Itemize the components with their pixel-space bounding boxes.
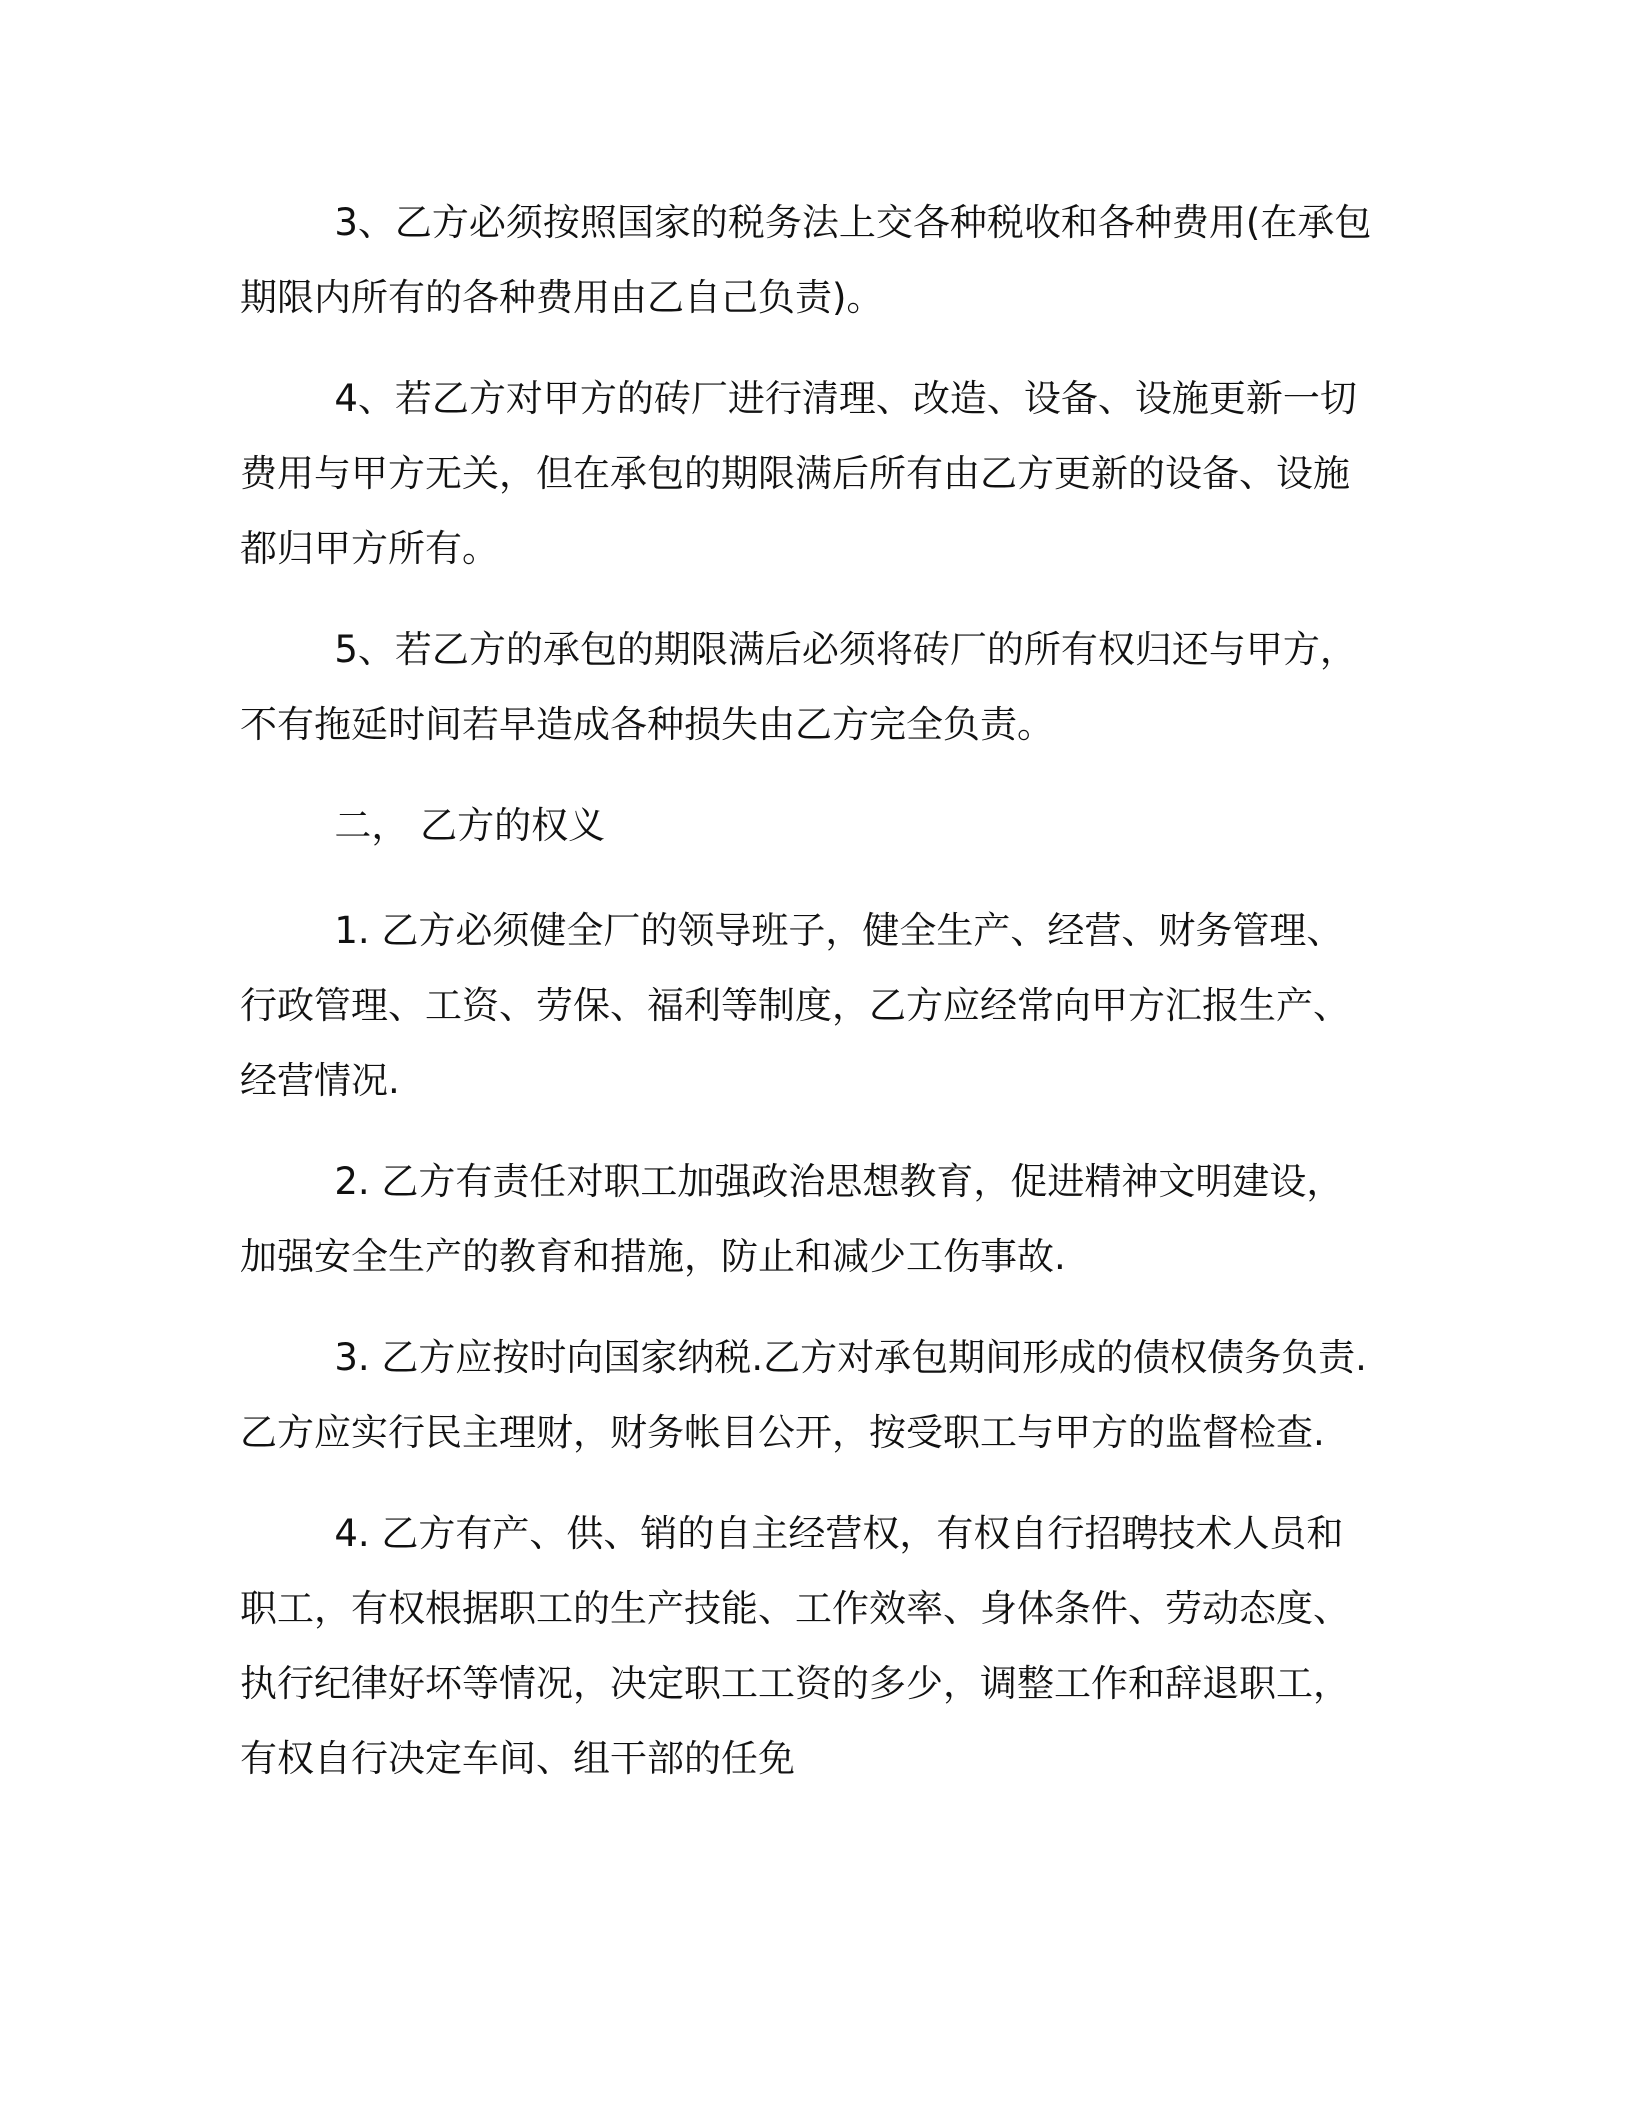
rights-clause-1: 1. 乙方必须健全厂的领导班子，健全生产、经营、财务管理、行政管理、工资、劳保、福利等制度，乙方应经常向甲方汇报生产、经营情况.	[240, 909, 1350, 1102]
section-heading-party-b-rights: 二， 乙方的权义	[334, 804, 606, 847]
clause-5-return: 5、若乙方的承包的期限满后必须将砖厂的所有权归还与甲方，不有拖延时间若早造成各种损失由乙方完全负责。	[240, 628, 1357, 746]
clause-3-tax: 3、乙方必须按照国家的税务法上交各种税收和各种费用(在承包期限内所有的各种费用由乙自己负责)。	[240, 201, 1372, 319]
clause-4-renovation: 4、若乙方对甲方的砖厂进行清理、改造、设备、设施更新一切费用与甲方无关，但在承包的期限满后所有由乙方更新的设备、设施都归甲方所有。	[240, 377, 1357, 570]
document-body	[240, 185, 1380, 1822]
rights-clause-2: 2. 乙方有责任对职工加强政治思想教育，促进精神文明建设，加强安全生产的教育和措施，防止和减少工伤事故.	[240, 1160, 1344, 1278]
rights-clause-4: 4. 乙方有产、供、销的自主经营权，有权自行招聘技术人员和职工，有权根据职工的生产技能、工作效率、身体条件、劳动态度、执行纪律好坏等情况，决定职工工资的多少，调整工作和辞退职工，有权自行决定车间、组干部的任免	[240, 1512, 1350, 1780]
rights-clause-3: 3. 乙方应按时向国家纳税.乙方对承包期间形成的债权债务负责.乙方应实行民主理财，财务帐目公开，按受职工与甲方的监督检查.	[240, 1336, 1367, 1454]
